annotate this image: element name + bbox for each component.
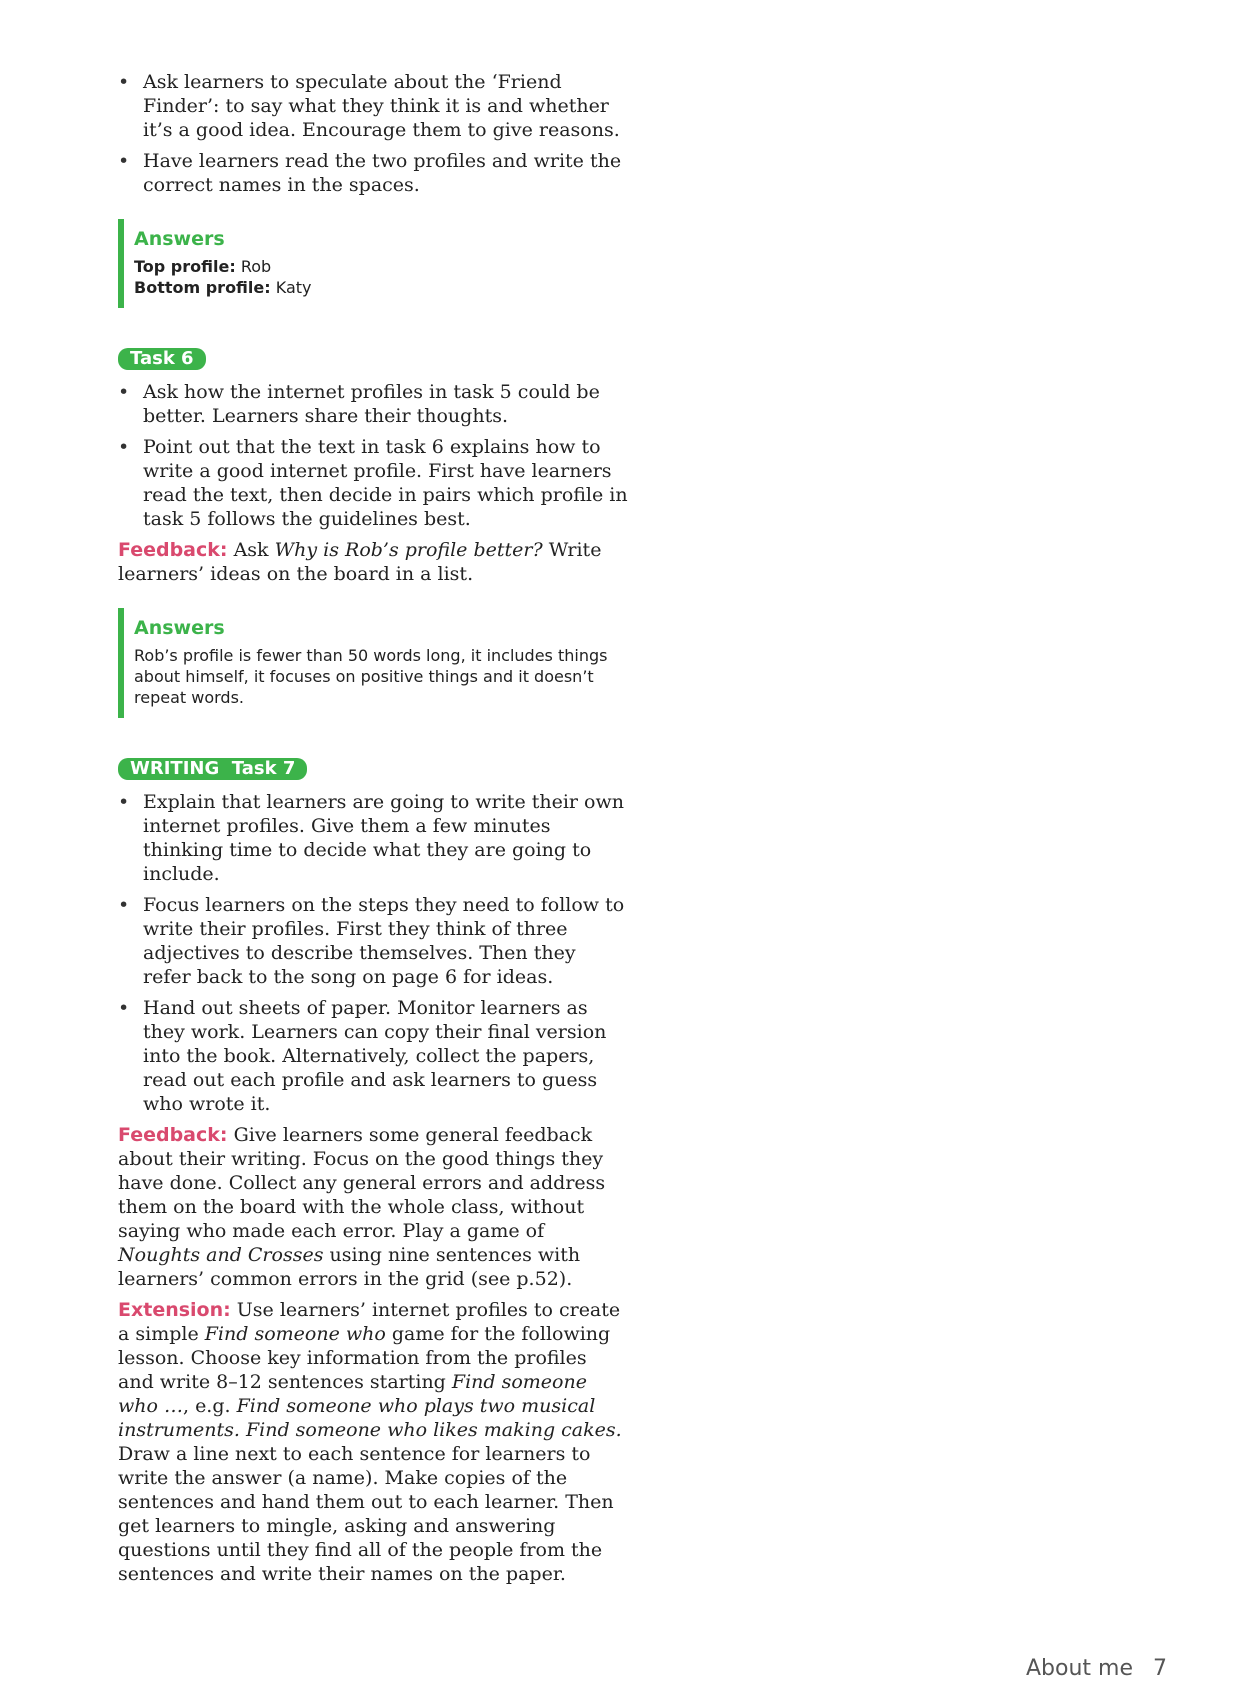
- list-item: • Ask how the internet profiles in task 5 could be better. Learners share their thoughts.: [118, 380, 628, 428]
- writing-task-7-badge: WRITING Task 7: [118, 758, 307, 780]
- extension-text: , e.g.: [182, 1395, 231, 1417]
- answer-label: Top profile:: [134, 257, 236, 276]
- answer-label: Bottom profile:: [134, 278, 271, 297]
- extension-label: Extension:: [118, 1299, 231, 1321]
- extension-italic: Find someone who plays two musical instruments. Find someone who likes making cakes.: [118, 1395, 622, 1441]
- task-6-feedback: [118, 538, 628, 586]
- feedback-text: using nine sentences with learners’ common errors in the grid (see p.52).: [118, 1244, 581, 1290]
- answers-box-1: [118, 219, 628, 308]
- feedback-question: Why is Rob’s profile better?: [274, 539, 543, 561]
- task-7-feedback: [118, 1123, 628, 1291]
- answer-value: Katy: [275, 278, 312, 297]
- main-column: [118, 70, 628, 1593]
- feedback-label: Feedback:: [118, 539, 228, 561]
- extension-italic: Find someone who …: [118, 1371, 587, 1417]
- answer-value: Rob: [240, 257, 272, 276]
- answers-title: Answers: [134, 228, 225, 250]
- feedback-text: Ask: [233, 539, 269, 561]
- list-item: • Focus learners on the steps they need to follow to write their profiles. First they think of three adjectives to describe themselves. Then they refer back to the song on page 6 for ideas.: [118, 893, 628, 989]
- task-7-bullets: [118, 790, 628, 1116]
- page-number: 7: [1153, 1656, 1167, 1681]
- answers-text: Rob’s profile is fewer than 50 words long, it includes things about himself, it focuses on positive things and it doesn’t repeat words.: [134, 646, 608, 707]
- intro-bullets: [118, 70, 628, 197]
- answer-top-profile: [134, 256, 628, 277]
- extension-text: Use learners’ internet profiles to create a simple: [118, 1299, 621, 1345]
- feedback-text: Give learners some general feedback about their writing. Focus on the good things they have done. Collect any general errors and address them on the board with the whole class, without saying who made each error. Play a game of: [118, 1124, 606, 1242]
- list-item: • Hand out sheets of paper. Monitor learners as they work. Learners can copy their final version into the book. Alternatively, collect the papers, read out each profile and ask learners to guess who wrote it.: [118, 996, 628, 1116]
- list-item: • Ask learners to speculate about the ‘Friend Finder’: to say what they think it is and whether it’s a good idea. Encourage them to give reasons.: [118, 70, 628, 142]
- list-item: • Have learners read the two profiles and write the correct names in the spaces.: [118, 149, 628, 197]
- feedback-text: Write learners’ ideas on the board in a list.: [118, 539, 602, 585]
- answer-bottom-profile: [134, 277, 628, 298]
- game-name: Noughts and Crosses: [118, 1244, 324, 1266]
- list-item: • Explain that learners are going to write their own internet profiles. Give them a few minutes thinking time to decide what they are going to include.: [118, 790, 628, 886]
- section-title: About me: [1025, 1656, 1133, 1681]
- answers-title: Answers: [134, 617, 225, 639]
- page-footer: [1026, 1656, 1167, 1681]
- extension-italic: Find someone who: [204, 1323, 386, 1345]
- task-7-extension: [118, 1298, 628, 1586]
- task-6-bullets: [118, 380, 628, 531]
- list-item: • Point out that the text in task 6 explains how to write a good internet profile. First have learners read the text, then decide in pairs which profile in task 5 follows the guidelines best.: [118, 435, 628, 531]
- extension-text: game for the following lesson. Choose key information from the profiles and write 8–12 sentences starting: [118, 1323, 611, 1393]
- extension-text: Draw a line next to each sentence for learners to write the answer (a name). Make copies of the sentences and hand them out to each learner. Then get learners to mingle, asking and answering questions until they find all of the people from the sentences and write their names on the paper.: [118, 1443, 614, 1585]
- feedback-label: Feedback:: [118, 1124, 228, 1146]
- task-6-badge: Task 6: [118, 348, 206, 370]
- answers-box-2: [118, 608, 628, 718]
